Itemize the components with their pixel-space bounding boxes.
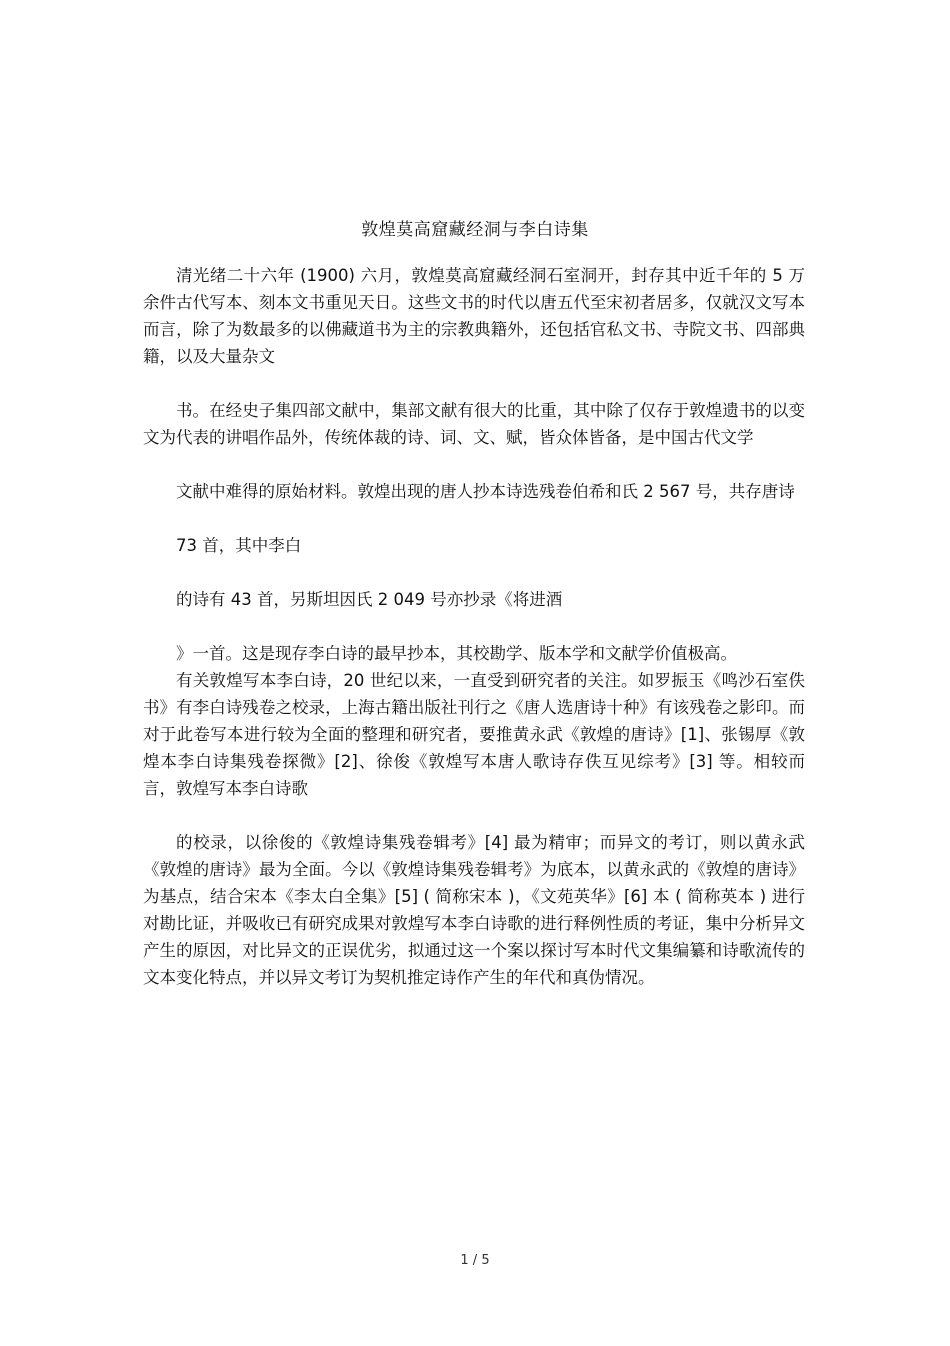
page-number: 1 / 5: [460, 1253, 490, 1268]
document-title: 敦煌莫高窟藏经洞与李白诗集: [361, 220, 589, 240]
paragraph-8: 的校录，以徐俊的《敦煌诗集残卷辑考》[4] 最为精审；而异文的考订，则以黄永武《敦煌的唐诗》最为全面。今以《敦煌诗集残卷辑考》为底本，以黄永武的《敦煌的唐诗》为基点，结合宋本《李太白全集》[5] ( 简称宋本 )，《文苑英华》[6] 本 ( 简称英本 ) 进行对勘比证，并吸收已有研究成果对敦煌写本李白诗歌的进行释例性质的考证，集中分析异文产生的原因，对比异文的正误优劣，拟通过这一个案以探讨写本时代文集编纂和诗歌流传的文本变化特点，并以异文考订为契机推定诗作产生的年代和真伪情况。: [143, 833, 805, 987]
document-body: [143, 262, 805, 991]
paragraph-6: 》一首。这是现存李白诗的最早抄本，其校勘学、版本学和文献学价值极高。: [176, 644, 737, 663]
paragraph-7: 有关敦煌写本李白诗，20 世纪以来，一直受到研究者的关注。如罗振玉《鸣沙石室佚书》有李白诗残卷之校录，上海古籍出版社刊行之《唐人选唐诗十种》有该残卷之影印。而对于此卷写本进行较为全面的整理和研究者，要推黄永武《敦煌的唐诗》[1]、张锡厚《敦煌本李白诗集残卷探微》[2]、徐俊《敦煌写本唐人歌诗存佚互见综考》[3] 等。相较而言，敦煌写本李白诗歌: [143, 671, 805, 798]
paragraph-2: 书。在经史子集四部文献中，集部文献有很大的比重，其中除了仅存于敦煌遗书的以变文为代表的讲唱作品外，传统体裁的诗、词、文、赋，皆众体皆备，是中国古代文学: [143, 401, 805, 447]
paragraph-1: 清光绪二十六年 (1900) 六月，敦煌莫高窟藏经洞石室洞开，封存其中近千年的 5 万余件古代写本、刻本文书重见天日。这些文书的时代以唐五代至宋初者居多，仅就汉文写本而言，除了为数最多的以佛藏道书为主的宗教典籍外，还包括官私文书、寺院文书、四部典籍，以及大量杂文: [143, 266, 805, 366]
paragraph-3: 文献中难得的原始材料。敦煌出现的唐人抄本诗选残卷伯希和氏 2 567 号，共存唐诗: [176, 482, 795, 501]
paragraph-5: 的诗有 43 首，另斯坦因氏 2 049 号亦抄录《将进酒: [176, 590, 563, 609]
paragraph-4: 73 首，其中李白: [176, 536, 302, 555]
